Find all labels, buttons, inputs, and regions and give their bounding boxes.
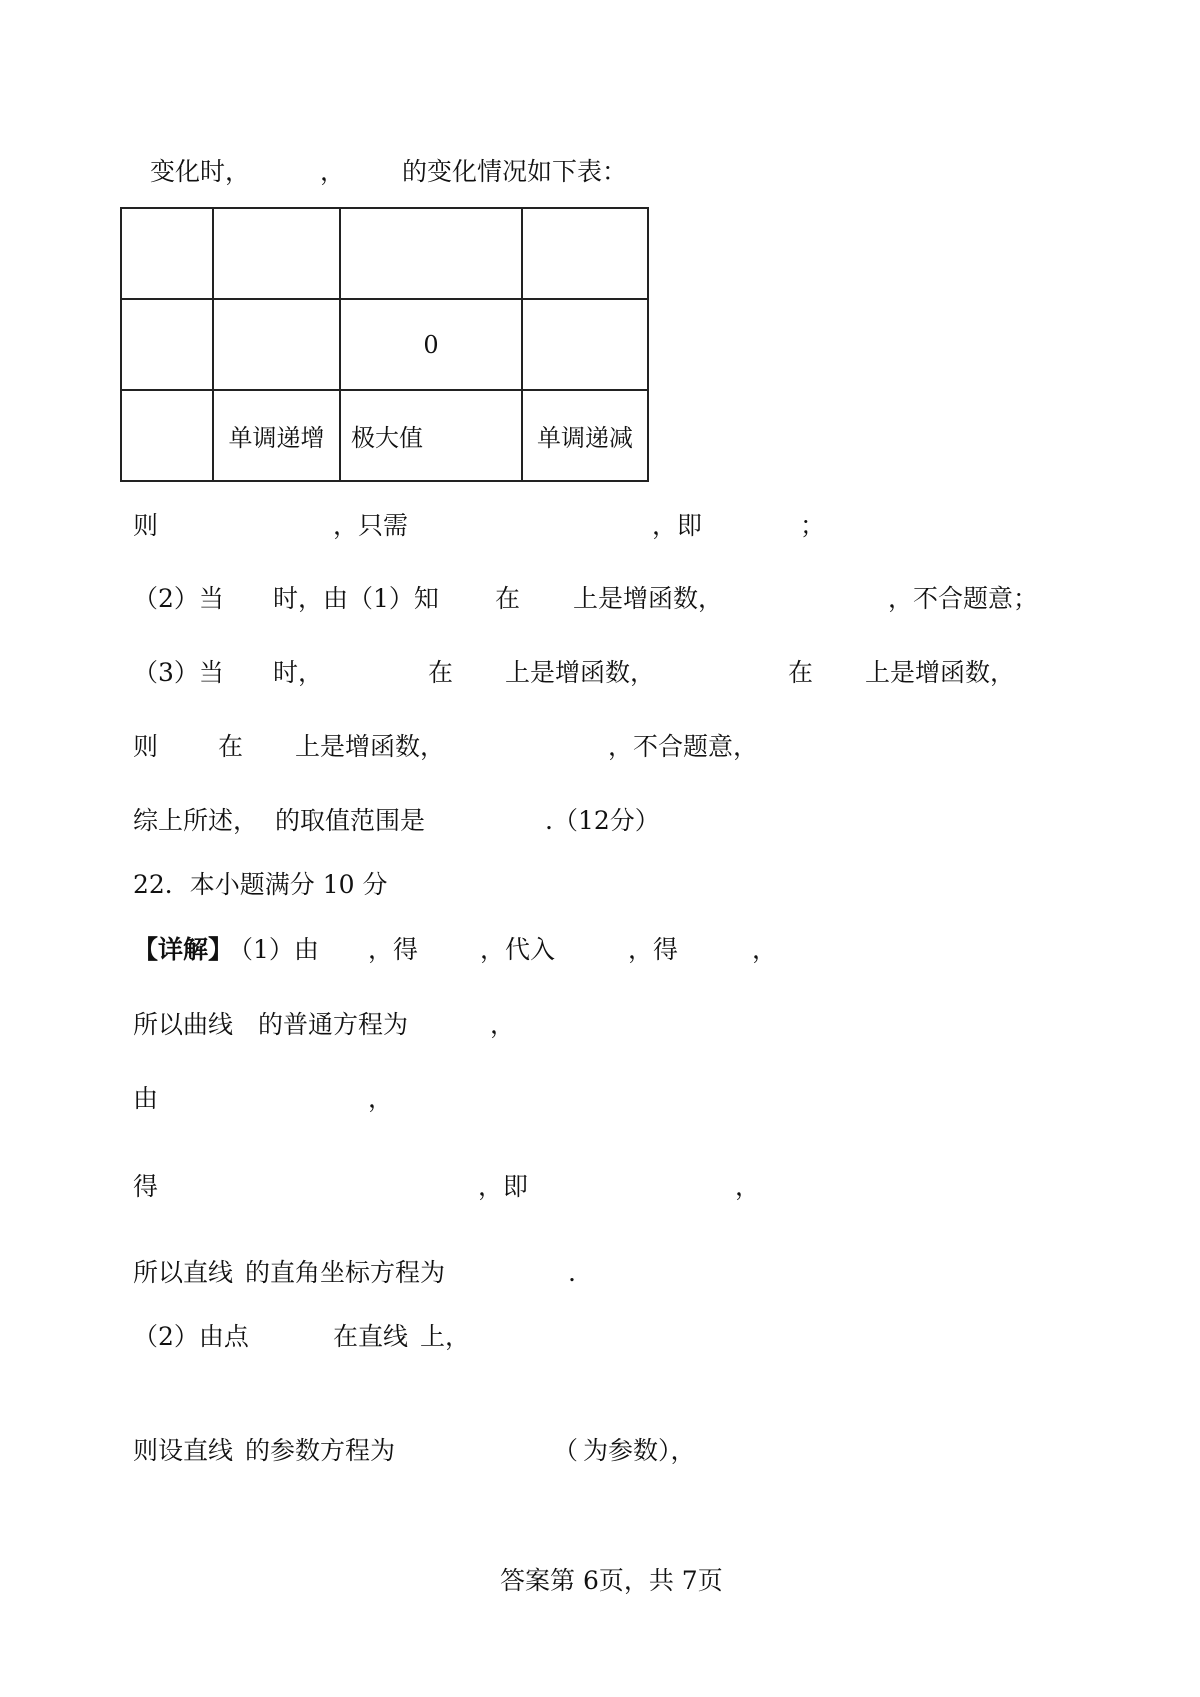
text-segment: ， bbox=[490, 1010, 516, 1039]
intro-text-2: ， bbox=[320, 157, 346, 186]
text-segment: ， bbox=[752, 935, 778, 964]
text-segment: ， bbox=[735, 1172, 761, 1201]
text-segment: ， bbox=[368, 1084, 394, 1113]
text-segment: 时， bbox=[273, 658, 324, 687]
text-segment: ，即 bbox=[478, 1172, 529, 1201]
text-segment: 上是增函数， bbox=[295, 732, 446, 761]
table-cell bbox=[213, 299, 340, 390]
table-cell-zero: 0 bbox=[340, 299, 522, 390]
detail-label: 【详解】 bbox=[133, 935, 234, 964]
text-segment: 由 bbox=[133, 1084, 159, 1113]
table-row bbox=[121, 208, 648, 299]
table-cell-increasing: 单调递增 bbox=[213, 390, 340, 481]
text-segment: 的直角坐标方程为 bbox=[245, 1258, 446, 1287]
text-segment: ，得 bbox=[368, 935, 419, 964]
text-segment: ； bbox=[800, 511, 826, 540]
text-segment: .（12分） bbox=[545, 806, 660, 835]
text-segment: ，只需 bbox=[333, 511, 409, 540]
table-cell bbox=[340, 208, 522, 299]
text-segment: 综上所述， bbox=[133, 806, 259, 835]
text-segment: ，即 bbox=[652, 511, 703, 540]
text-segment: 则设直线 bbox=[133, 1436, 234, 1465]
intro-text-1: 变化时， bbox=[150, 157, 251, 186]
text-segment: 在 bbox=[218, 732, 244, 761]
text-segment: （2）由点 bbox=[133, 1322, 249, 1351]
text-segment: ，代入 bbox=[480, 935, 556, 964]
section-heading: 22．本小题满分 10 分 bbox=[133, 870, 388, 899]
text-segment: （3）当 bbox=[133, 658, 224, 687]
text-segment: . bbox=[568, 1258, 576, 1287]
text-segment: 上是增函数， bbox=[573, 584, 724, 613]
text-segment: ，不合题意； bbox=[888, 584, 1039, 613]
text-segment: 则 bbox=[133, 511, 159, 540]
text-segment: 上是增函数， bbox=[865, 658, 1016, 687]
text-segment: ，得 bbox=[628, 935, 679, 964]
page-footer: 答案第 6页，共 7页 bbox=[500, 1566, 723, 1595]
text-segment: 上是增函数， bbox=[505, 658, 656, 687]
text-segment: 为参数）， bbox=[583, 1436, 696, 1465]
text-segment: 得 bbox=[133, 1172, 159, 1201]
table-cell bbox=[121, 208, 213, 299]
variation-table bbox=[120, 207, 649, 482]
text-segment: 所以直线 bbox=[133, 1258, 234, 1287]
table-cell bbox=[121, 299, 213, 390]
text-segment: 在 bbox=[788, 658, 814, 687]
text-segment: 在 bbox=[428, 658, 454, 687]
table-cell bbox=[522, 208, 648, 299]
text-segment: 时，由（1）知 bbox=[273, 584, 439, 613]
table-cell bbox=[121, 390, 213, 481]
text-segment: （2）当 bbox=[133, 584, 224, 613]
table-cell-decreasing: 单调递减 bbox=[522, 390, 648, 481]
text-segment: （ bbox=[553, 1436, 579, 1465]
text-segment: 上， bbox=[420, 1322, 471, 1351]
text-segment: 在 bbox=[495, 584, 521, 613]
text-segment: 所以曲线 bbox=[133, 1010, 234, 1039]
text-segment: 的普通方程为 bbox=[258, 1010, 409, 1039]
text-segment: ，不合题意， bbox=[608, 732, 759, 761]
text-segment: 的参数方程为 bbox=[245, 1436, 396, 1465]
table-row bbox=[121, 390, 648, 481]
table-cell bbox=[213, 208, 340, 299]
table-row bbox=[121, 299, 648, 390]
table-cell bbox=[522, 299, 648, 390]
text-segment: 在直线 bbox=[333, 1322, 409, 1351]
intro-text-3: 的变化情况如下表： bbox=[402, 157, 628, 186]
text-segment: （1）由 bbox=[228, 935, 319, 964]
table-cell-maximum: 极大值 bbox=[340, 390, 522, 481]
text-segment: 的取值范围是 bbox=[275, 806, 426, 835]
text-segment: 则 bbox=[133, 732, 159, 761]
